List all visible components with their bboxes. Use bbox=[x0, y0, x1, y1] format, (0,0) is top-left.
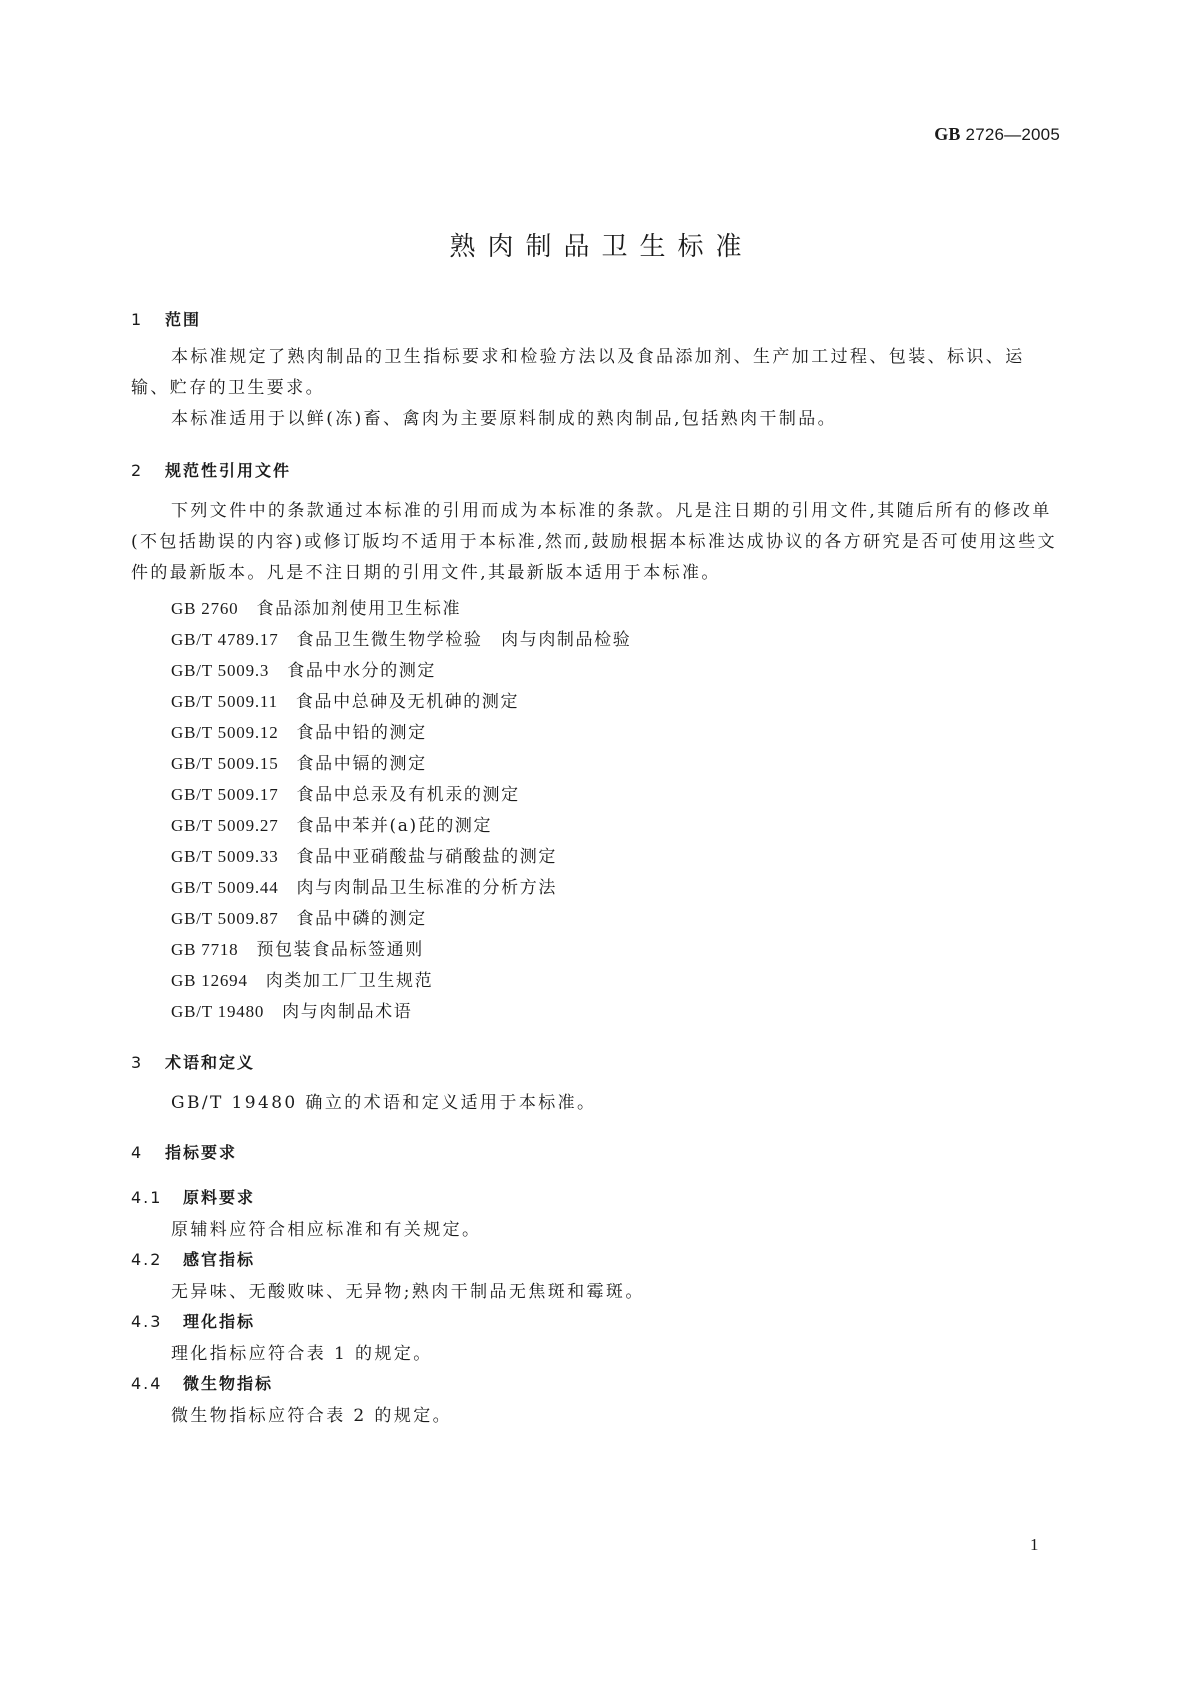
section-title: 规范性引用文件 bbox=[165, 461, 292, 480]
reference-title: 食品中镉的测定 bbox=[296, 754, 427, 774]
reference-item bbox=[171, 594, 461, 619]
section-title: 术语和定义 bbox=[165, 1053, 256, 1072]
section-number: 2 bbox=[131, 461, 144, 480]
section-3-text: GB/T 19480 确立的术语和定义适用于本标准。 bbox=[171, 1093, 597, 1113]
reference-item bbox=[171, 873, 557, 898]
subsection-4-3-heading bbox=[131, 1309, 255, 1332]
section-number: 3 bbox=[131, 1053, 144, 1072]
subsection-4-4-text: 微生物指标应符合表 2 的规定。 bbox=[171, 1406, 453, 1426]
subsection-title: 感官指标 bbox=[183, 1250, 256, 1269]
document-title: 熟肉制品卫生标准 bbox=[449, 232, 754, 262]
page-number: 1 bbox=[1030, 1535, 1039, 1554]
reference-title: 食品中总汞及有机汞的测定 bbox=[296, 785, 520, 805]
subsection-4-1-text: 原辅料应符合相应标准和有关规定。 bbox=[171, 1220, 482, 1240]
subsection-4-2-text: 无异味、无酸败味、无异物;熟肉干制品无焦斑和霉斑。 bbox=[171, 1282, 645, 1302]
section-title: 指标要求 bbox=[165, 1143, 238, 1162]
subsection-4-4-heading bbox=[131, 1371, 273, 1394]
reference-code: GB/T 5009.33 bbox=[171, 847, 279, 866]
reference-code: GB 7718 bbox=[171, 940, 239, 959]
section-1-paragraph-1: 本标准规定了熟肉制品的卫生指标要求和检验方法以及食品添加剂、生产加工过程、包装、标识、运输、贮存的卫生要求。 bbox=[131, 347, 1025, 398]
reference-title: 肉与肉制品术语 bbox=[282, 1002, 413, 1022]
reference-item bbox=[171, 966, 433, 991]
reference-item bbox=[171, 718, 427, 743]
reference-title: 预包装食品标签通则 bbox=[256, 940, 424, 960]
section-1-paragraph-2: 本标准适用于以鲜(冻)畜、禽肉为主要原料制成的熟肉制品,包括熟肉干制品。 bbox=[171, 409, 838, 429]
reference-title: 食品中水分的测定 bbox=[287, 661, 437, 681]
section-4-heading bbox=[131, 1140, 237, 1163]
reference-code: GB/T 19480 bbox=[171, 1002, 265, 1021]
subsection-number: 4.3 bbox=[131, 1312, 163, 1331]
section-title: 范围 bbox=[165, 310, 202, 329]
reference-code: GB/T 5009.15 bbox=[171, 754, 279, 773]
reference-code: GB 2760 bbox=[171, 599, 239, 618]
section-number: 4 bbox=[131, 1143, 144, 1162]
standard-prefix: GB bbox=[934, 124, 961, 144]
reference-code: GB/T 5009.3 bbox=[171, 661, 270, 680]
standard-number: 2726—2005 bbox=[960, 125, 1060, 144]
reference-item bbox=[171, 656, 436, 681]
reference-title: 肉与肉制品卫生标准的分析方法 bbox=[296, 878, 557, 898]
reference-title: 食品中磷的测定 bbox=[296, 909, 427, 929]
reference-title: 肉类加工厂卫生规范 bbox=[265, 971, 434, 991]
section-1-heading bbox=[131, 307, 201, 330]
reference-title: 食品添加剂使用卫生标准 bbox=[256, 599, 462, 619]
section-2-paragraph: 下列文件中的条款通过本标准的引用而成为本标准的条款。凡是注日期的引用文件,其随后所有的修改单(不包括勘误的内容)或修订版均不适用于本标准,然而,鼓励根据本标准达成协议的各方研究是否可使用这些文件的最新版本。凡是不注日期的引用文件,其最新版本适用于本标准。 bbox=[131, 501, 1058, 583]
reference-code: GB/T 5009.87 bbox=[171, 909, 279, 928]
section-3-heading bbox=[131, 1050, 255, 1073]
reference-code: GB/T 5009.12 bbox=[171, 723, 279, 742]
reference-item bbox=[171, 749, 427, 774]
subsection-number: 4.1 bbox=[131, 1188, 163, 1207]
reference-title: 食品中苯并(a)芘的测定 bbox=[296, 816, 493, 836]
reference-title: 食品中铅的测定 bbox=[296, 723, 427, 743]
section-2-heading bbox=[131, 458, 291, 481]
reference-code: GB/T 4789.17 bbox=[171, 630, 279, 649]
reference-item bbox=[171, 780, 520, 805]
reference-item bbox=[171, 997, 412, 1022]
reference-item bbox=[171, 904, 427, 929]
subsection-number: 4.2 bbox=[131, 1250, 163, 1269]
reference-code: GB/T 5009.17 bbox=[171, 785, 279, 804]
reference-title: 食品卫生微生物学检验 肉与肉制品检验 bbox=[296, 630, 632, 650]
reference-code: GB/T 5009.44 bbox=[171, 878, 279, 897]
reference-item bbox=[171, 625, 631, 650]
reference-code: GB 12694 bbox=[171, 971, 248, 990]
standard-code bbox=[934, 124, 1060, 145]
reference-item bbox=[171, 687, 519, 712]
section-number: 1 bbox=[131, 310, 144, 329]
subsection-title: 理化指标 bbox=[183, 1312, 256, 1331]
reference-item bbox=[171, 811, 492, 836]
subsection-4-2-heading bbox=[131, 1247, 255, 1270]
reference-title: 食品中总砷及无机砷的测定 bbox=[295, 692, 520, 712]
subsection-4-3-text: 理化指标应符合表 1 的规定。 bbox=[171, 1344, 433, 1364]
reference-title: 食品中亚硝酸盐与硝酸盐的测定 bbox=[296, 847, 557, 867]
reference-code: GB/T 5009.27 bbox=[171, 816, 279, 835]
subsection-title: 微生物指标 bbox=[183, 1374, 274, 1393]
reference-code: GB/T 5009.11 bbox=[171, 692, 278, 711]
subsection-title: 原料要求 bbox=[183, 1188, 256, 1207]
subsection-number: 4.4 bbox=[131, 1374, 163, 1393]
subsection-4-1-heading bbox=[131, 1185, 255, 1208]
reference-item bbox=[171, 842, 557, 867]
reference-item bbox=[171, 935, 424, 960]
